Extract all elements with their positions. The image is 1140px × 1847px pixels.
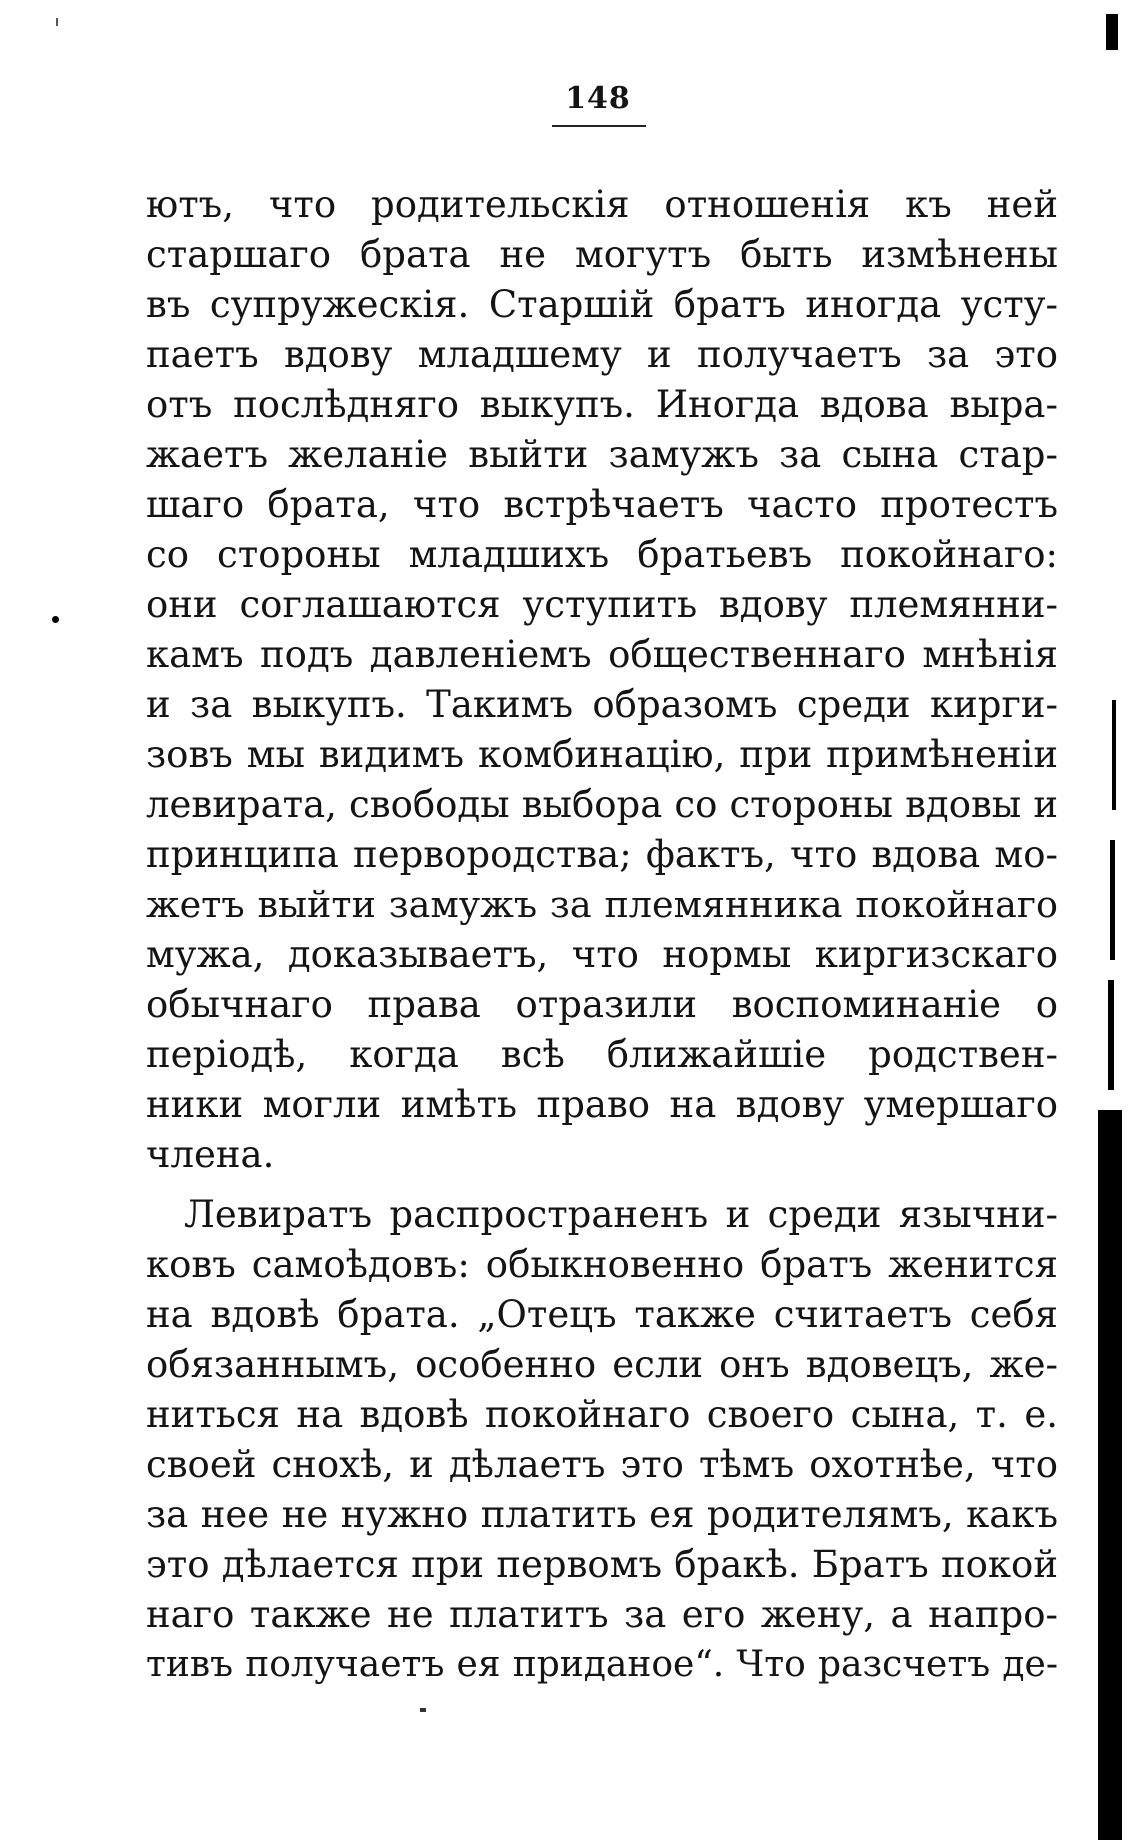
text-line: обязаннымъ, особенно если онъ вдовецъ, же- (146, 1343, 1058, 1386)
scan-tick-mark (56, 18, 58, 26)
scan-dot-mark (420, 1708, 426, 1712)
text-line: паетъ вдову младшему и получаетъ за это (146, 333, 1058, 376)
page-number-rule (552, 125, 646, 127)
text-line: камъ подъ давленіемъ общественнаго мнѣнія (146, 633, 1058, 676)
text-line: принципа первородства; фактъ, что вдова мо- (146, 833, 1058, 876)
text-line: и за выкупъ. Такимъ образомъ среди кирги- (146, 683, 1058, 726)
text-line: они соглашаются уступить вдову племянни- (146, 583, 1058, 626)
text-line: своей снохѣ, и дѣлаетъ это тѣмъ охотнѣе, что (146, 1443, 1058, 1486)
text-line: жаетъ желаніе выйти замужъ за сына стар- (146, 433, 1058, 476)
scan-edge-shadow (1098, 1110, 1122, 1840)
text-line: отъ послѣдняго выкупъ. Иногда вдова выра- (146, 383, 1058, 426)
text-line: Левиратъ распространенъ и среди язычни- (184, 1193, 1058, 1236)
paragraph-gap (146, 1180, 1058, 1190)
text-line: ниться на вдовѣ покойнаго своего сына, т. е. (146, 1393, 1058, 1436)
text-line: ютъ, что родительскія отношенія къ ней (146, 183, 1058, 226)
text-line: ники могли имѣть право на вдову умершаго (146, 1083, 1058, 1126)
scan-dot-mark (52, 616, 59, 623)
scan-edge-mark (1110, 840, 1115, 960)
text-line: шаго брата, что встрѣчаетъ часто протестъ (146, 483, 1058, 526)
body-text (146, 180, 1058, 1690)
text-line: періодѣ, когда всѣ ближайшіе родствен- (146, 1033, 1058, 1076)
text-line: старшаго брата не могутъ быть измѣнены (146, 233, 1058, 276)
page-number: 148 (565, 81, 631, 116)
scan-edge-mark (1112, 700, 1116, 810)
text-line: это дѣлается при первомъ бракѣ. Братъ покой (146, 1543, 1058, 1586)
text-line: въ супружескія. Старшій братъ иногда усту- (146, 283, 1058, 326)
text-line: обычнаго права отразили воспоминаніе о (146, 983, 1058, 1026)
text-line: жетъ выйти замужъ за племянника покойнаго (146, 883, 1058, 926)
text-line: члена. (146, 1133, 275, 1176)
text-line: наго также не платитъ за его жену, а напро- (146, 1593, 1058, 1636)
text-line: ковъ самоѣдовъ: обыкновенно братъ женится (146, 1243, 1058, 1286)
text-line: со стороны младшихъ братьевъ покойнаго: (146, 533, 1058, 576)
scan-edge-mark (1108, 980, 1114, 1090)
text-line: мужа, доказываетъ, что нормы киргизскаго (146, 933, 1058, 976)
text-line: на вдовѣ брата. „Отецъ также считаетъ себя (146, 1293, 1058, 1336)
scan-corner-mark (1106, 14, 1118, 50)
text-line: за нее не нужно платить ея родителямъ, какъ (146, 1493, 1058, 1536)
text-line: зовъ мы видимъ комбинацію, при примѣненіи (146, 733, 1058, 776)
text-line: тивъ получаетъ ея приданое“. Что разсчетъ де- (146, 1644, 1058, 1685)
text-line: левирата, свободы выбора со стороны вдовы и (146, 783, 1058, 826)
